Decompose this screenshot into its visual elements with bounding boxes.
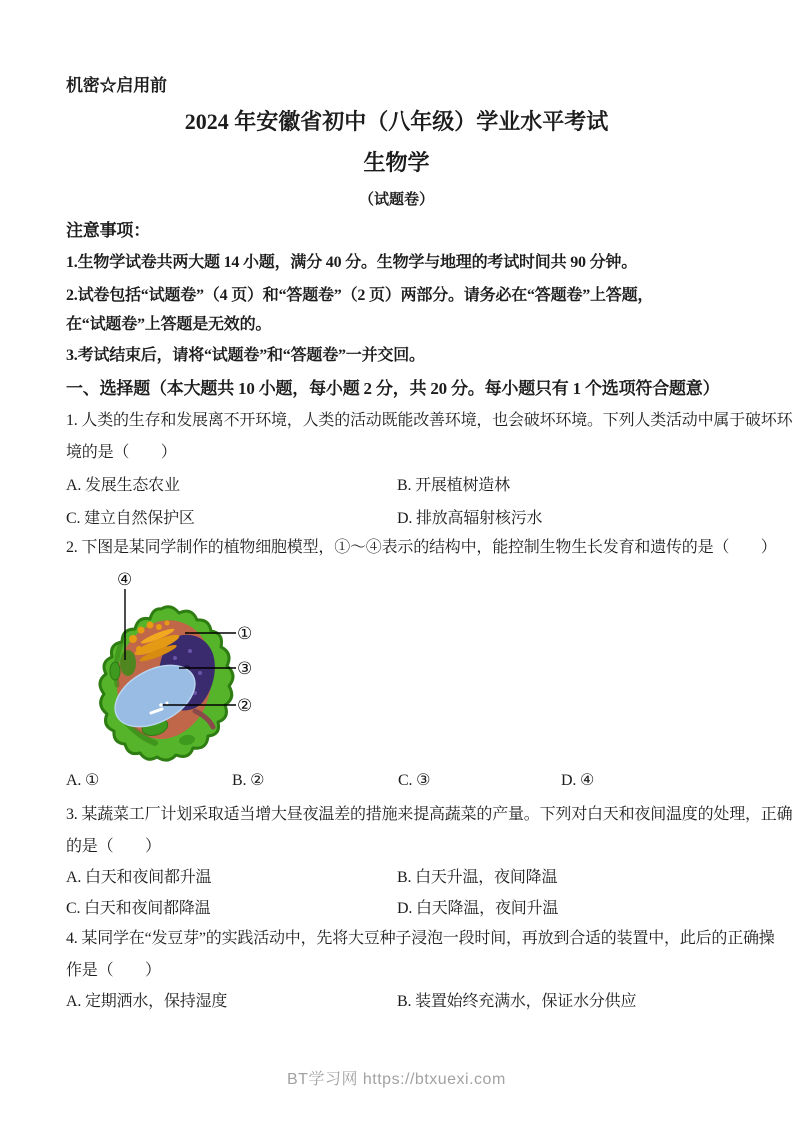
- figure-label-2: ②: [237, 696, 253, 715]
- question-4-text: 4. 某同学在“发豆芽”的实践活动中，先将大豆种子浸泡一段时间，再放到合适的装置中，此后的正确操: [66, 930, 775, 947]
- notice-line: 1.生物学试卷共两大题 14 小题，满分 40 分。生物学与地理的考试时间共 90 分钟。: [66, 254, 638, 271]
- question-1-option-c: C. 建立自然保护区: [66, 510, 195, 527]
- question-3-option-d: D. 白天降温，夜间升温: [397, 900, 559, 917]
- question-1-option-d: D. 排放高辐射核污水: [397, 510, 543, 527]
- question-2-option-b: B. ②: [232, 772, 265, 789]
- question-1-text: 境的是（ ）: [66, 444, 177, 461]
- vesicle: [136, 646, 142, 652]
- watermark-site-link: BT学习网 https://btxuexi.com: [287, 1071, 506, 1088]
- question-2-option-a: A. ①: [66, 772, 100, 789]
- vesicle: [165, 621, 170, 626]
- question-2-option-d: D. ④: [561, 772, 595, 789]
- question-3-option-b: B. 白天升温，夜间降温: [397, 869, 558, 886]
- nucleus-speckle: [198, 671, 202, 675]
- chloroplast: [110, 662, 120, 680]
- vesicle: [138, 627, 145, 634]
- question-1-text: 1. 人类的生存和发展离不开环境，人类的活动既能改善环境，也会破坏环境。下列人类活动中属于破坏环: [66, 412, 793, 429]
- notice-line: 3.考试结束后，请将“试题卷”和“答题卷”一并交回。: [66, 347, 425, 364]
- subject-title: 生物学: [363, 150, 430, 175]
- page-title: 2024 年安徽省初中（八年级）学业水平考试: [184, 109, 609, 134]
- question-4-option-a: A. 定期洒水，保持湿度: [66, 993, 228, 1010]
- question-1-option-a: A. 发展生态农业: [66, 477, 180, 494]
- plant-cell-figure: [95, 563, 325, 768]
- vesicle: [147, 622, 154, 629]
- question-3-option-a: A. 白天和夜间都升温: [66, 869, 212, 886]
- figure-label-1: ①: [237, 624, 253, 643]
- question-2-option-c: C. ③: [398, 772, 431, 789]
- wall-inner-shadow: [120, 650, 136, 676]
- plant-cell-model-image: [95, 563, 325, 768]
- question-4-text: 作是（ ）: [66, 962, 161, 979]
- vacuole-highlight: [166, 702, 169, 705]
- nucleus-speckle: [188, 649, 192, 653]
- question-1-option-b: B. 开展植树造林: [397, 477, 510, 494]
- confidential-label: 机密☆启用前: [66, 76, 167, 95]
- figure-label-3: ③: [237, 659, 253, 678]
- section-heading: 一、选择题（本大题共 10 小题，每小题 2 分，共 20 分。每小题只有 1 个选项符合题意）: [66, 379, 720, 398]
- question-4-option-b: B. 装置始终充满水，保证水分供应: [397, 993, 637, 1010]
- question-3-text: 的是（ ）: [66, 838, 161, 855]
- notice-line: 在“试题卷”上答题是无效的。: [66, 316, 272, 333]
- paper-type-label: （试题卷）: [358, 192, 434, 208]
- question-2-text: 2. 下图是某同学制作的植物细胞模型，①～④表示的结构中，能控制生物生长发育和遗传的是（ ）: [66, 539, 777, 556]
- vesicle: [156, 624, 162, 630]
- notice-line: 2.试卷包括“试题卷”（4 页）和“答题卷”（2 页）两部分。请务必在“答题卷”上答题，: [66, 287, 654, 304]
- notice-heading: 注意事项：: [66, 221, 150, 240]
- question-3-text: 3. 某蔬菜工厂计划采取适当增大昼夜温差的措施来提高蔬菜的产量。下列对白天和夜间温度的处理，正确: [66, 806, 793, 823]
- vesicle: [129, 635, 137, 643]
- callout-endpoint-dot: [159, 703, 163, 707]
- question-3-option-c: C. 白天和夜间都降温: [66, 900, 211, 917]
- figure-label-4: ④: [117, 570, 133, 589]
- nucleus-speckle: [173, 656, 177, 660]
